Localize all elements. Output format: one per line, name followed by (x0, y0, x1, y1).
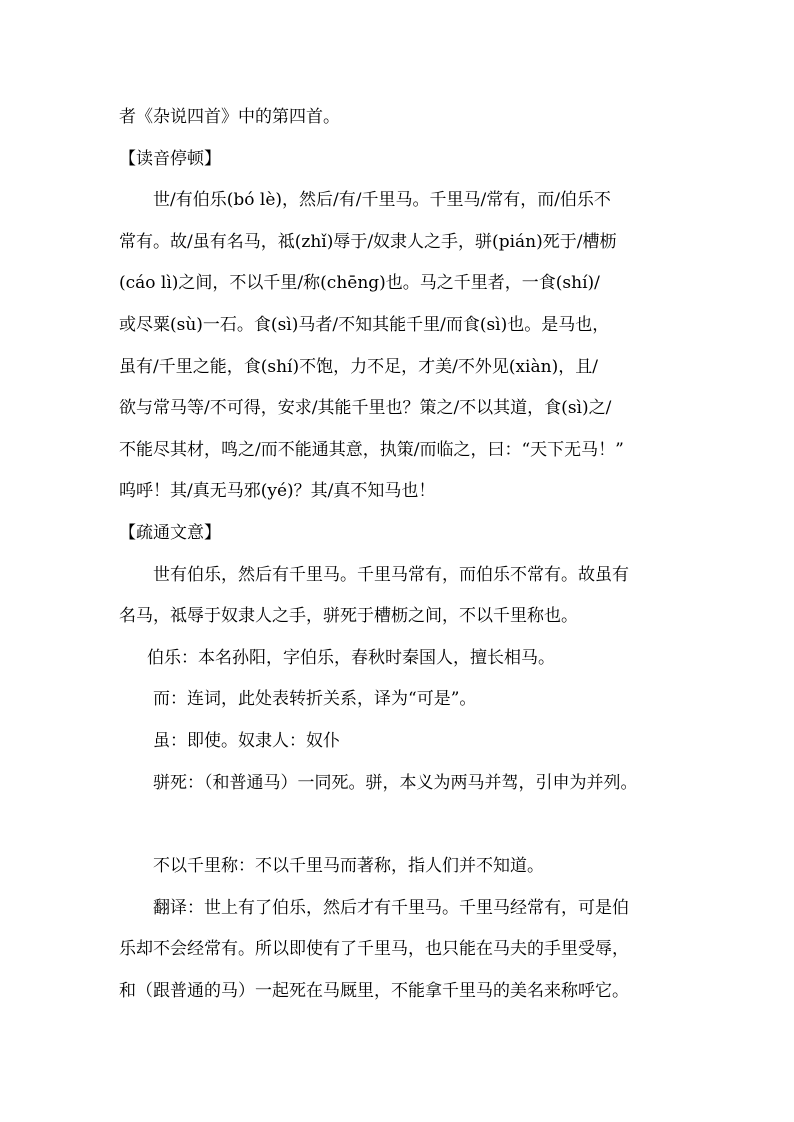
note-line: 不以千里称：不以千里马而著称，指人们并不知道。 (153, 856, 544, 876)
text-line: 呜呼！其/真无马邪(yé)？其/真不知马也！ (119, 481, 436, 501)
intro-line: 者《杂说四首》中的第四首。 (119, 107, 340, 127)
section-heading-pronunciation: 【读音停顿】 (119, 149, 221, 169)
text-line: 或尽粟(sù)一石。食(sì)马者/不知其能千里/而食(sì)也。是马也， (119, 315, 610, 335)
note-line: 虽：即使。奴隶人：奴仆 (153, 731, 340, 751)
translation-line: 乐却不会经常有。所以即使有了千里马，也只能在马夫的手里受辱， (119, 939, 629, 959)
text-line: 欲与常马等/不可得，安求/其能千里也？策之/不以其道，食(sì)之/ (119, 398, 612, 418)
text-line: 虽有/千里之能，食(shí)不饱，力不足，才美/不外见(xiàn)，且/ (119, 357, 598, 377)
text-line: 常有。故/虽有名马，祗(zhǐ)辱于/奴隶人之手，骈(pián)死于/槽枥 (119, 232, 617, 252)
text-line: 不能尽其材，鸣之/而不能通其意，执策/而临之，曰：“天下无马！” (119, 440, 624, 460)
text-line: 名马，祗辱于奴隶人之手，骈死于槽枥之间，不以千里称也。 (119, 606, 578, 626)
text-line: 世/有伯乐(bó lè)，然后/有/千里马。千里马/常有，而/伯乐不 (153, 190, 611, 210)
note-line: 伯乐：本名孙阳，字伯乐，春秋时秦国人，擅长相马。 (147, 648, 555, 668)
section-heading-meaning: 【疏通文意】 (119, 523, 221, 543)
translation-line: 翻译：世上有了伯乐，然后才有千里马。千里马经常有，可是伯 (153, 898, 629, 918)
note-line: 骈死：（和普通马）一同死。骈，本义为两马并驾，引申为并列。 (153, 773, 638, 793)
note-line: 而：连词，此处表转折关系，译为“可是”。 (153, 689, 477, 709)
translation-line: 和（跟普通的马）一起死在马厩里，不能拿千里马的美名来称呼它。 (119, 981, 629, 1001)
text-line: (cáo lì)之间，不以千里/称(chēng)也。马之千里者，一食(shí)/ (119, 273, 600, 293)
text-line: 世有伯乐，然后有千里马。千里马常有，而伯乐不常有。故虽有 (153, 565, 629, 585)
